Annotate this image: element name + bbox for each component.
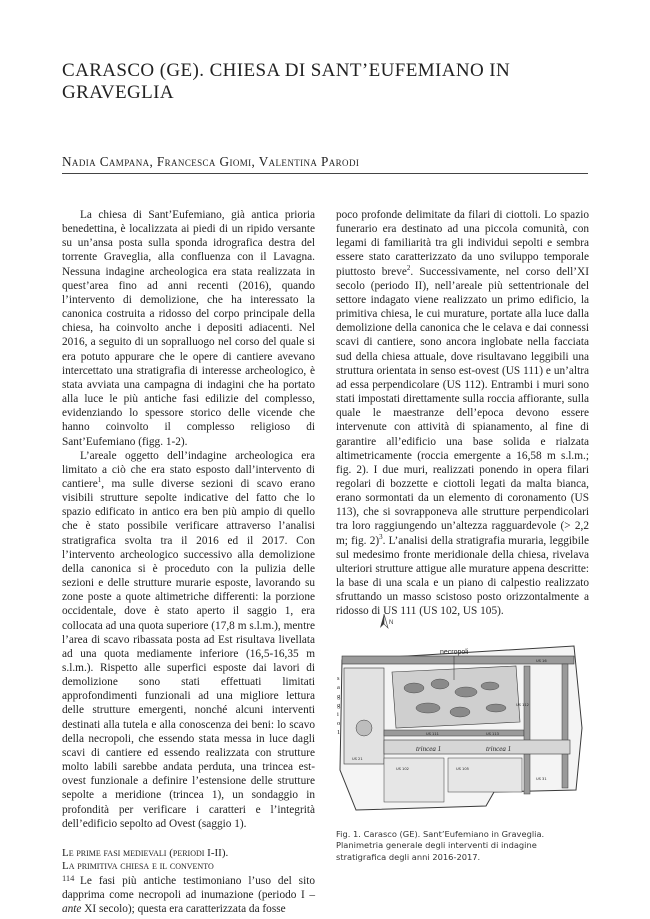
svg-text:1: 1 <box>337 729 341 736</box>
left-column <box>62 208 315 916</box>
section-heading: Le prime fasi medievali (periodi I-II). <box>62 846 229 859</box>
right-column <box>336 208 589 619</box>
paragraph-phases-text-b: XI secolo); questa era caratterizzata da fosse <box>81 903 286 916</box>
svg-text:o: o <box>337 720 341 727</box>
paragraph-necropolis-text-b: . Successivamente, nel corso dell’XI secolo (periodo II), nell’areale più settentrionale del settore indagato viene realizzato un primo edificio, la primitiva chiesa, le cui murature, portate alla luce dalla demolizione della canonica che le celava e dai connessi scavi di cantiere, sono ancora inglobate nella facciata sud della chiesa attuale, dove risultavano leggibili una struttura orientata in senso est-ovest (US 111) e un’altra ad essa perpendicolare (US 112). Entrambi i muri sono stati impostati direttamente sulla roccia affiorante, sulla quale le maestranze dell’epoca devono essere intervenute con attività di spianamento, al fine di garantire all’edificio una base solida e rialzata altimetricamente (roccia emergente a 16,58 m s.l.m.; fig. 2). I due muri, realizzati ponendo in opera filari regolari di bozzette e ciottoli legati da malta bianca, erano sormontati da un elemento di coronamento (US 113), che si sovrapponeva alle strutture perpendicolari tra loro raggiungendo un’altezza ragguardevole (> 2,2 m; fig. 2) <box>336 265 589 547</box>
paragraph-phases-text-a: Le fasi più antiche testimoniano l’uso del sito dapprima come necropoli ad inumazione (periodo I – <box>62 874 315 902</box>
paragraph-area-text-a: L’areale oggetto dell’indagine archeologica era limitato a ciò che era stato esposto dall’intervento di cantiere <box>62 449 315 490</box>
svg-text:US 102: US 102 <box>396 767 409 771</box>
figure-caption: Fig. 1. Carasco (GE). Sant’Eufemiano in Graveglia. Planimetria generale degli interventi di indagine stratigrafica degli anni 2016-2017. <box>336 829 545 862</box>
svg-text:US 31: US 31 <box>536 777 547 781</box>
title-rule <box>62 173 588 174</box>
svg-text:US 21: US 21 <box>352 757 363 761</box>
svg-text:g: g <box>337 693 341 700</box>
paragraph-area <box>62 449 315 831</box>
wall-us112 <box>524 666 530 794</box>
paragraph-intro: La chiesa di Sant’Eufemiano, già antica prioria benedettina, è localizzata ai piedi di un ripido versante su un’ansa posta sulla sponda idrografica destra del torrente Graveglia, alla confluenza con il Lavagna. Nessuna indagine archeologica era stata realizzata in quest’area fino ad anni recenti (2016), quando l’intervento di demolizione, che ha interessato la canonica costruita a ridosso del corpo principale della chiesa, ha coinvolto anche i depositi adiacenti. Nel 2016, a seguito di un sopralluogo nel corso del quale si era potuto appurare che le opere di cantiere avevano intercettato una stratigrafia di interesse archeologico, è stata avviata una campagna di indagini che ha portato alla luce le più antiche fasi edilizie del complesso, evidenziando lo spessore storico delle vicende che hanno coinvolto il complesso religioso di Sant’Eufemiano (figg. 1-2). <box>62 209 315 448</box>
paragraph-necropolis-text-a: poco profonde delimitate da filari di ciottoli. Lo spazio funerario era destinato ad una piccola comunità, con legami di familiarità tra gli individui sepolti e sembra essere stato caratterizzato da uno sviluppo temporale piuttosto breve <box>336 209 589 278</box>
north-label: N <box>389 620 394 626</box>
article-title: CARASCO (GE). CHIESA DI SANT’EUFEMIANO IN GRAVEGLIA <box>62 60 511 103</box>
svg-text:US 16: US 16 <box>536 659 547 663</box>
north-arrow-icon <box>380 614 393 628</box>
svg-text:g: g <box>337 702 341 709</box>
svg-text:US 105: US 105 <box>456 767 469 771</box>
site-plan-figure <box>336 610 591 820</box>
svg-text:i: i <box>337 711 339 718</box>
paragraph-area-text-b: , ma sulle diverse sezioni di scavo erano visibili strutture sepolte indicative del fatto che lo spazio edificato in antico era ben più ampio di quello che è stato possibile verificare attraverso l’analisi stratigrafica svolta tra il 2016 ed il 2017. Con l’intervento archeologico successivo alla demolizione della canonica si è proceduto con la pulizia delle sezioni e delle strutture murarie esposte, lavorando su zone poste a quote altimetriche differenti: la porzione occidentale, dove è stato aperto il saggio 1, era collocata ad una quota superiore (17,8 m s.l.m.), mentre l’area di scavo ribassata posta ad Est risultava livellata ad una quota mediamente inferiore (16,5-16,35 m s.l.m.). Rispetto alle superfici esposte dai lavori di demolizione sono stati effettuati limitati approfondimenti funzionali ad una migliore lettura delle strutture emergenti, nonché alcuni interventi destinati alla tutela e alla conoscenza dei beni: lo scavo della necropoli, che essendo stata messa in luce dagli scavi di cantiere ed essendo realizzata con strutture molto labili sarebbe andata perduta, una trincea est-ovest funzionale a definire l’estensione delle strutture sepolte a meridione (trincea 1), un sondaggio in profondità per verificare i caratteri e l’integrità dell’edificio sepolto ad Ovest (saggio 1). <box>62 477 315 830</box>
wall-us111 <box>384 730 524 736</box>
footnote-ref-3[interactable]: 3 <box>379 532 383 541</box>
label-necropoli: necropoli <box>440 649 469 656</box>
label-trincea-1-east: trincea 1 <box>486 745 512 753</box>
footnote-ref-1[interactable]: 1 <box>97 476 102 485</box>
saggio-1-feature <box>356 720 372 736</box>
svg-text:US 111: US 111 <box>426 732 439 736</box>
page-number: 114 <box>62 873 75 883</box>
trench-1 <box>384 740 570 754</box>
site-plan-drawing <box>336 610 591 820</box>
svg-text:s: s <box>337 675 340 682</box>
paragraph-phases-italic: ante <box>62 903 82 916</box>
paragraph-necropolis-text-c: . L’analisi della stratigrafia muraria, leggibile sul medesimo fronte meridionale della chiesa, rivelava ulteriori strutture attigue alle murature appena descritte: la base di una scala e un piano di calpestio realizzato sfruttando un masso scistoso posto orizzontalmente a ridosso di US 111 (US 102, US 105). <box>336 534 590 618</box>
paragraph-phases <box>62 874 315 916</box>
necropolis-area <box>392 666 520 728</box>
paragraph-necropolis <box>336 208 589 619</box>
footnote-ref-2[interactable]: 2 <box>406 263 411 272</box>
article-authors: Nadia Campana, Francesca Giomi, Valentina Parodi <box>62 154 360 169</box>
svg-text:US 113: US 113 <box>486 732 499 736</box>
wall-east <box>562 664 568 788</box>
south-room-2 <box>448 758 522 792</box>
svg-text:US 112: US 112 <box>516 703 529 707</box>
label-trincea-1: trincea 1 <box>416 745 442 753</box>
south-room-1 <box>384 758 444 802</box>
svg-text:a: a <box>337 684 340 691</box>
saggio-1-area <box>344 668 384 764</box>
section-subheading: La primitiva chiesa e il convento <box>62 860 214 873</box>
